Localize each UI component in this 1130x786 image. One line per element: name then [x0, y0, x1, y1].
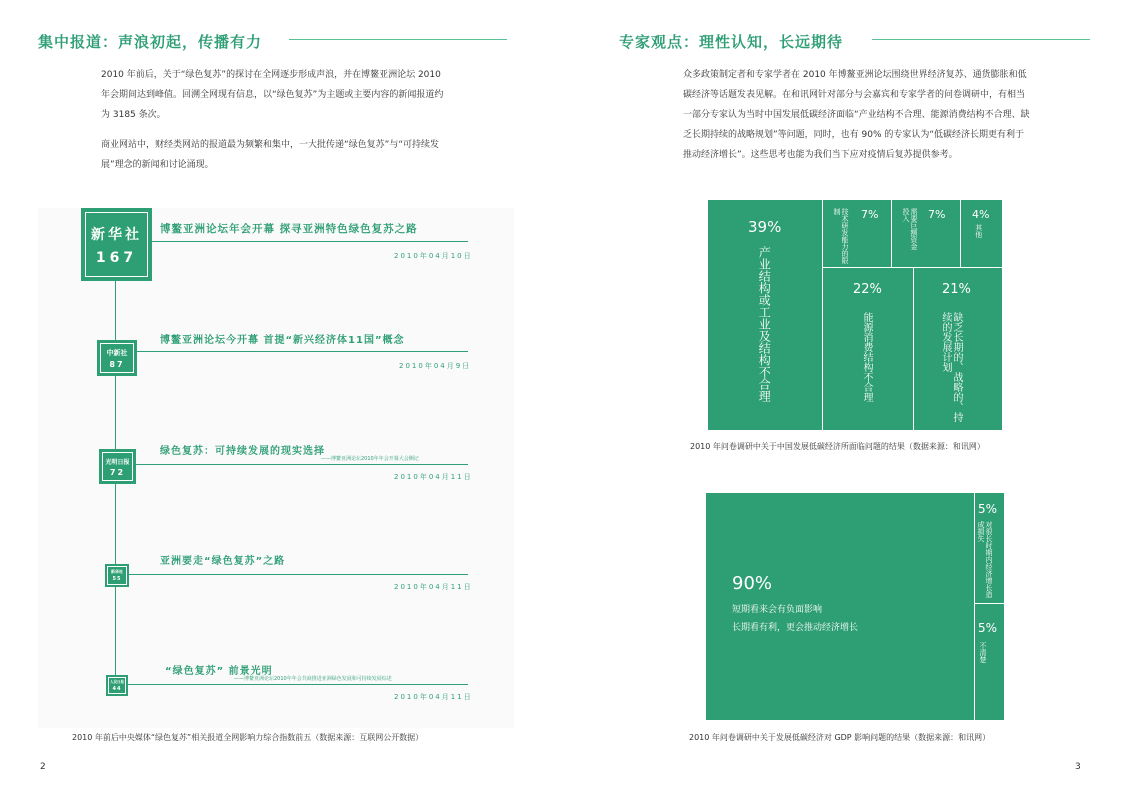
treemap-label: 能源消费结构不合理: [861, 312, 872, 402]
treemap-label: 产业结构或工业及结构不合理: [757, 246, 772, 402]
gdp-impact-treemap: [706, 493, 1004, 720]
badge-outlet: 新华社: [111, 569, 123, 574]
media-timeline-panel: [38, 208, 514, 728]
timeline-badge: [97, 340, 137, 376]
right-section-title: 专家观点：理性认知，长远期待: [619, 33, 844, 51]
timeline-headline: 博鳌亚洲论坛今开幕 首提“新兴经济体11国”概念: [160, 335, 405, 346]
timeline-subtitle: ——博鳌亚洲论坛2010年年会共商推进亚洲绿色发展和可持续发展综述: [234, 676, 392, 682]
timeline-date: 2010年04月11日: [394, 693, 473, 701]
treemap-cell-energy-consumption: [823, 268, 913, 430]
treemap-label: 技术研发能力的限制: [833, 208, 849, 264]
timeline-connector: [115, 482, 116, 564]
left-section-title: 集中报道：声浪初起，传播有力: [38, 33, 263, 51]
timeline-date: 2010年04月9日: [399, 362, 472, 370]
treemap-pct: 4%: [972, 208, 990, 221]
treemap-cell-tech-capacity: [823, 200, 891, 267]
treemap-label: 对很长时期内经济增长造成损失: [977, 521, 993, 598]
left-page-number: 2: [40, 762, 46, 772]
timeline-connector: [115, 585, 116, 675]
treemap-pct: 7%: [861, 208, 879, 221]
treemap-label-line1: 短期看来会有负面影响: [732, 605, 823, 615]
timeline-connector: [115, 279, 116, 340]
treemap-label: 需要巨额资金投入: [902, 208, 918, 250]
treemap-pct: 39%: [748, 218, 782, 236]
timeline-date: 2010年04月11日: [394, 473, 473, 481]
timeline-connector: [115, 374, 116, 449]
treemap-pct: 5%: [978, 502, 998, 516]
treemap-pct: 90%: [732, 573, 773, 594]
timeline-headline: 亚洲要走“绿色复苏”之路: [160, 556, 286, 567]
left-paragraph-1: 2010 年前后，关于“绿色复苏”的探讨在全网逐步形成声浪，并在博鳌亚洲论坛 2010 年会期间达到峰值。回溯全网现有信息，以“绿色复苏”为主题或主要内容的新闻报道约为 3185 条次。: [101, 70, 444, 120]
treemap-label: 缺乏长期的、战略的、持续的发展计划: [940, 312, 962, 422]
timeline-headline: 绿色复苏：可持续发展的现实选择: [160, 446, 325, 457]
left-section-rule: [289, 39, 507, 40]
timeline-badge: [99, 449, 136, 484]
left-intro-text: [101, 65, 449, 175]
badge-score: 167: [95, 249, 138, 266]
timeline-rule: [127, 574, 468, 575]
timeline-date: 2010年04月10日: [394, 252, 473, 260]
timeline-rule: [126, 684, 468, 685]
timeline-headline: 博鳌亚洲论坛年会开幕 探寻亚洲特色绿色复苏之路: [160, 223, 418, 235]
right-intro-text: [683, 65, 1031, 165]
treemap-cell-unclear: [975, 604, 1004, 720]
left-chart-caption: 2010 年前后中央媒体“绿色复苏”相关报道全网影响力综合指数前五（数据来源：互联网公开数据）: [72, 733, 424, 742]
badge-outlet: 中新社: [106, 348, 128, 357]
timeline-badge: [105, 564, 129, 587]
badge-outlet: 新华社: [91, 226, 142, 243]
timeline-rule: [135, 351, 468, 352]
right-paragraph: 众多政策制定者和专家学者在 2010 年博鳌亚洲论坛围绕世界经济复苏、通货膨胀和低碳经济等话题发表见解。在和讯网针对部分与会嘉宾和专家学者的问卷调研中，有相当一部分专家认为当时中国发展低碳经济面临“产业结构不合理、能源消费结构不合理、缺乏长期持续的战略规划”等问题，同时，也有 90% 的专家认为“低碳经济长期更有利于推动经济增长”。这些思考也能为我们当下应对疫情后复苏提供参考。: [683, 70, 1030, 160]
timeline-rule: [150, 241, 468, 242]
left-paragraph-2: 商业网站中，财经类网站的报道最为频繁和集中，一大批传递“绿色复苏”与“可持续发展”理念的新闻和讨论涌现。: [101, 140, 439, 170]
timeline-headline: “绿色复苏” 前景光明: [165, 666, 273, 677]
treemap-cell-long-term-loss: [975, 493, 1004, 603]
right-page-number: 3: [1075, 762, 1081, 772]
treemap-cell-other: [961, 200, 1002, 267]
badge-score: 44: [112, 685, 122, 692]
treemap-label-line2: 长期看有利，更会推动经济增长: [732, 623, 859, 633]
right-chart1-caption: 2010 年问卷调研中关于中国发展低碳经济所面临问题的结果（数据来源：和讯网）: [690, 442, 985, 451]
timeline-badge: [106, 675, 128, 696]
right-chart2-caption: 2010 年问卷调研中关于发展低碳经济对 GDP 影响问题的结果（数据来源：和讯网）: [689, 733, 991, 742]
right-section-rule: [872, 39, 1090, 40]
treemap-pct: 7%: [928, 208, 946, 221]
badge-outlet: 光明日报: [105, 458, 130, 466]
treemap-label: 不清楚: [979, 642, 987, 663]
treemap-cell-long-term-beneficial: [706, 493, 974, 720]
treemap-cell-capital: [892, 200, 960, 267]
treemap-pct: 22%: [853, 282, 882, 297]
treemap-pct: 5%: [978, 621, 998, 635]
treemap-label: 其他: [974, 224, 983, 238]
timeline-rule: [134, 464, 468, 465]
treemap-pct: 21%: [942, 282, 971, 297]
badge-outlet: 人民日报: [110, 679, 124, 684]
treemap-cell-industrial-structure: [708, 200, 822, 430]
problems-treemap: [706, 196, 1008, 432]
badge-score: 72: [109, 467, 126, 477]
timeline-badge: [81, 208, 152, 281]
badge-score: 87: [109, 359, 125, 369]
timeline-subtitle: ——博鳌亚洲论坛2010年年会开幕大会侧记: [321, 456, 419, 462]
badge-score: 55: [112, 576, 122, 582]
timeline-date: 2010年04月11日: [394, 583, 473, 591]
treemap-cell-long-term-plan: [914, 268, 1002, 430]
